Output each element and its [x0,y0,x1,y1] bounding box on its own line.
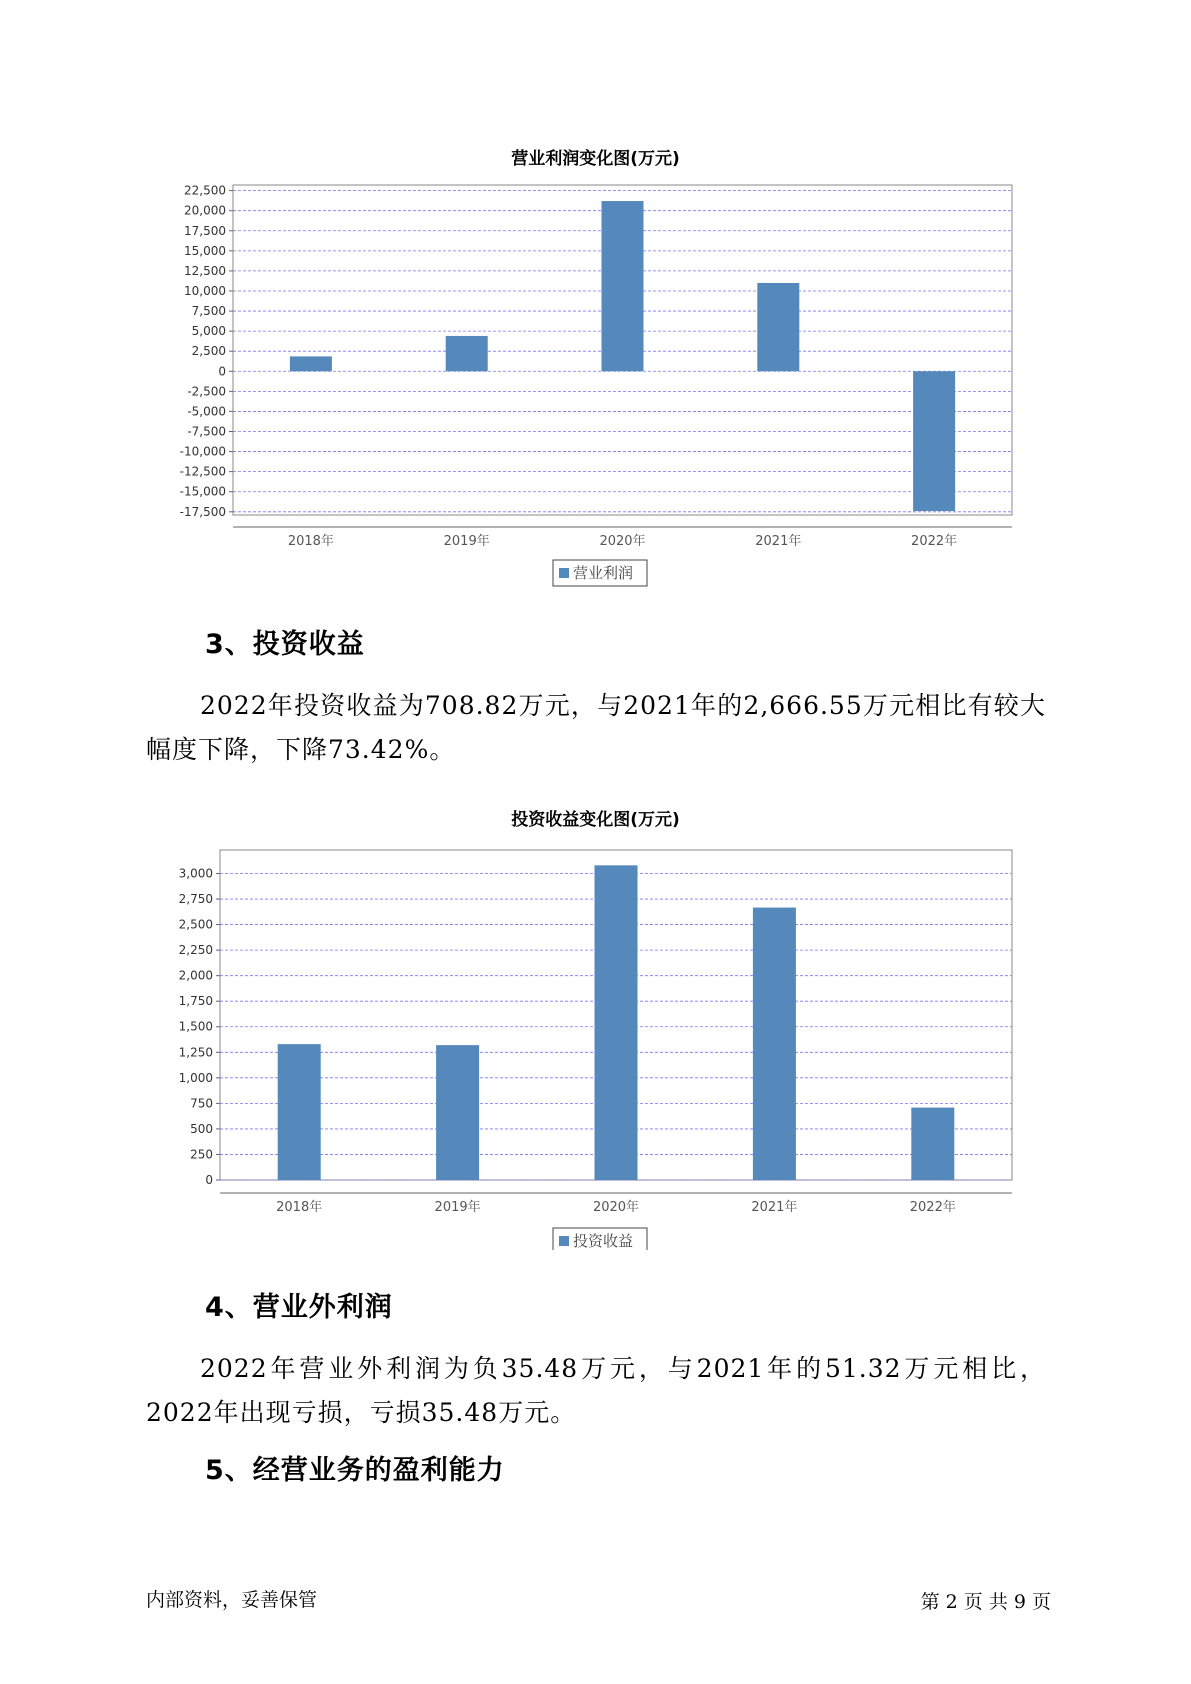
x-tick-label: 2018年 [287,534,334,549]
y-tick-label: 2,250 [178,943,213,958]
y-tick-label: 0 [218,364,226,379]
y-tick-label: -2,500 [187,384,226,399]
chart1-title: 营业利润变化图(万元) [511,149,680,169]
y-tick-label: -17,500 [179,504,226,519]
bar [753,908,796,1180]
y-tick-label: 20,000 [184,203,226,218]
x-tick-label: 2018年 [276,1200,323,1215]
bar [436,1045,479,1180]
chart2-title: 投资收益变化图(万元) [511,810,680,830]
y-tick-label: 5,000 [191,324,226,339]
y-tick-label: 3,000 [178,866,213,881]
x-tick-label: 2022年 [909,1200,956,1215]
heading-non-operating-profit: 4、营业外利润 [205,1292,393,1323]
y-tick-label: 15,000 [184,243,226,258]
y-tick-label: 12,500 [184,263,226,278]
x-tick-label: 2020年 [599,534,646,549]
x-tick-label: 2019年 [443,534,490,549]
y-tick-label: 17,500 [184,223,226,238]
y-tick-label: -12,500 [179,464,226,479]
x-tick-label: 2021年 [755,534,802,549]
bar [595,865,638,1180]
x-tick-label: 2019年 [434,1200,481,1215]
y-tick-label: -10,000 [179,444,226,459]
bar [278,1044,321,1180]
y-tick-label: 2,500 [191,344,226,359]
x-tick-label: 2021年 [751,1200,798,1215]
y-tick-label: 1,750 [178,994,213,1009]
y-tick-label: -15,000 [179,484,226,499]
y-tick-label: 7,500 [191,304,226,319]
heading-operating-profitability: 5、经营业务的盈利能力 [205,1455,505,1486]
y-tick-label: 1,500 [178,1019,213,1034]
y-tick-label: 2,000 [178,968,213,983]
y-tick-label: 250 [190,1147,213,1162]
heading-investment-income: 3、投资收益 [205,629,365,660]
y-tick-label: 0 [205,1173,213,1187]
chart2-investment-income [0,830,1191,1250]
legend-label: 投资收益 [573,1232,634,1250]
bar [913,371,955,511]
bar [446,336,488,371]
chart1-operating-profit [0,170,1191,590]
y-tick-label: 750 [190,1096,213,1111]
y-tick-label: 500 [190,1121,213,1136]
footer-page-number: 第 2 页 共 9 页 [920,1591,1051,1613]
bar [602,201,644,371]
bar [757,283,799,371]
bar [290,356,332,371]
y-tick-label: 22,500 [184,183,226,198]
y-tick-label: 2,750 [178,892,213,907]
paragraph-non-operating-profit: 2022年营业外利润为负35.48万元，与2021年的51.32万元相比，2022年出现亏损，亏损35.48万元。 [146,1354,1046,1427]
legend-swatch [559,568,569,578]
footer-confidential-note: 内部资料，妥善保管 [146,1589,318,1611]
x-tick-label: 2020年 [592,1200,640,1215]
y-tick-label: -7,500 [187,424,226,439]
legend-swatch [559,1236,569,1246]
paragraph-investment-income: 2022年投资收益为708.82万元，与2021年的2,666.55万元相比有较大幅度下降，下降73.42%。 [146,691,1046,764]
y-tick-label: -5,000 [187,404,226,419]
x-tick-label: 2022年 [911,534,958,549]
bar [911,1108,954,1180]
y-tick-label: 2,500 [178,917,213,932]
y-tick-label: 1,250 [178,1045,213,1060]
legend-label: 营业利润 [573,564,634,582]
y-tick-label: 1,000 [178,1070,213,1085]
y-tick-label: 10,000 [184,283,226,298]
